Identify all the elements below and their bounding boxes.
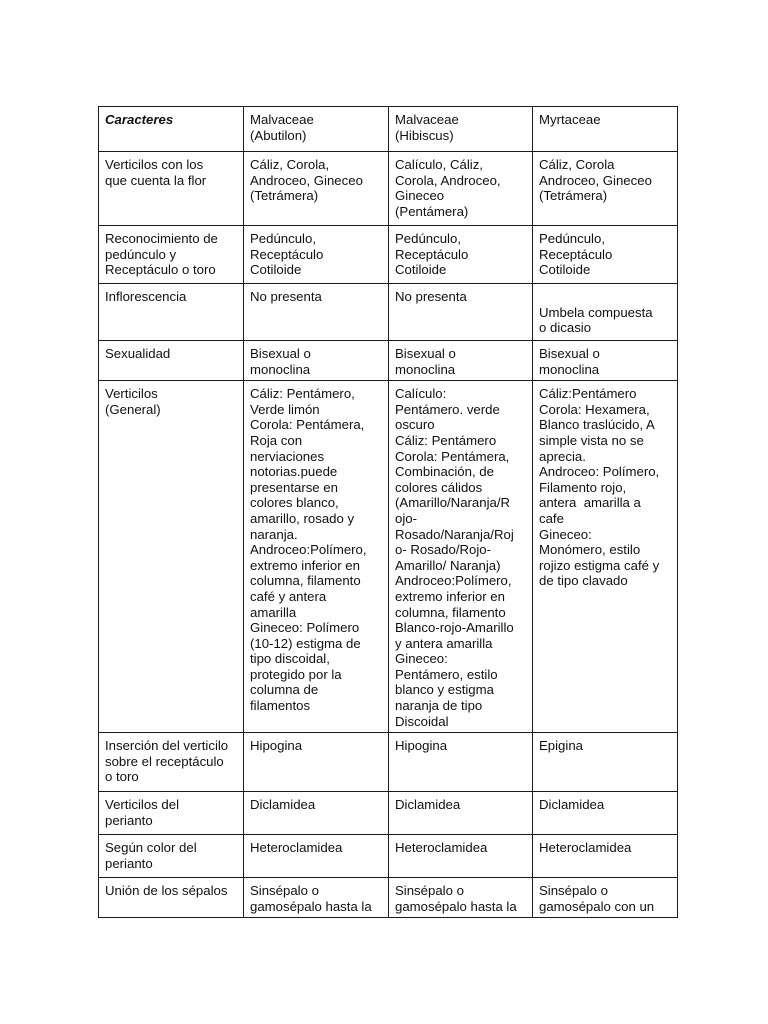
myrtaceae-cell [533, 226, 678, 284]
abutilon-value: Cáliz: Pentámero, Verde limón Corola: Pentámera, Roja con nerviaciones notorias.puede presentarse en colores blanco, amarillo, rosado y naranja. Androceo:Polímero, extremo inferior en columna, filamento café y antera amarilla Gineceo: Polímero (10-12) estigma de tipo discoidal, protegido por la columna de filamentos [250, 386, 367, 714]
abutilon-value: Cáliz, Corola, Androceo, Gineceo (Tetrámera) [250, 157, 363, 204]
myrtaceae-value: Diclamidea [539, 797, 605, 813]
header-cell-caracteres [99, 107, 244, 152]
hibiscus-value: Pedúnculo, Receptáculo Cotiloide [395, 231, 469, 278]
row-label: Reconocimiento de pedúnculo y Receptáculo o toro [105, 231, 218, 278]
abutilon-cell [244, 835, 389, 878]
myrtaceae-value: Pedúnculo, Receptáculo Cotiloide [539, 231, 613, 278]
row-label-cell [99, 284, 244, 341]
myrtaceae-cell [533, 341, 678, 381]
hibiscus-cell [389, 792, 533, 835]
hibiscus-cell [389, 341, 533, 381]
abutilon-cell [244, 792, 389, 835]
abutilon-value: Heteroclamidea [250, 840, 343, 856]
header-cell-myrtaceae [533, 107, 678, 152]
table-row [99, 152, 678, 226]
myrtaceae-cell [533, 284, 678, 341]
abutilon-value: Diclamidea [250, 797, 316, 813]
row-label-cell [99, 152, 244, 226]
myrtaceae-cell [533, 835, 678, 878]
hibiscus-cell [389, 152, 533, 226]
header-abutilon-text: Malvaceae (Abutilon) [250, 112, 314, 143]
abutilon-value: Pedúnculo, Receptáculo Cotiloide [250, 231, 324, 278]
hibiscus-cell [389, 226, 533, 284]
hibiscus-cell [389, 284, 533, 341]
table-row [99, 284, 678, 341]
abutilon-value: Hipogina [250, 738, 303, 754]
row-label-cell [99, 835, 244, 878]
row-label-cell [99, 381, 244, 733]
row-label-cell [99, 878, 244, 918]
abutilon-cell [244, 878, 389, 918]
hibiscus-value: Bisexual o monoclina [395, 346, 456, 377]
hibiscus-cell [389, 733, 533, 792]
myrtaceae-cell [533, 792, 678, 835]
header-myrtaceae-text: Myrtaceae [539, 112, 601, 127]
abutilon-value: Sinsépalo o gamosépalo hasta la [250, 883, 372, 914]
myrtaceae-cell [533, 381, 678, 733]
myrtaceae-value: Cáliz:Pentámero Corola: Hexamera, Blanco traslúcido, A simple vista no se aprecia. Androceo: Polímero, Filamento rojo, antera amarilla a cafe Gineceo: Monómero, estilo rojizo estigma café y de tipo clavado [539, 386, 660, 589]
abutilon-cell [244, 226, 389, 284]
row-label: Sexualidad [105, 346, 171, 361]
myrtaceae-value: Cáliz, Corola Androceo, Gineceo (Tetrámera) [539, 157, 652, 204]
table-row [99, 381, 678, 733]
hibiscus-value: Calículo, Cáliz, Corola, Androceo, Gineceo (Pentámera) [395, 157, 501, 219]
table-row [99, 878, 678, 918]
cell-spacer [539, 289, 671, 305]
hibiscus-cell [389, 878, 533, 918]
hibiscus-value: Diclamidea [395, 797, 461, 813]
table-header-row [99, 107, 678, 152]
myrtaceae-cell [533, 878, 678, 918]
myrtaceae-value: Epigina [539, 738, 583, 754]
header-cell-hibiscus [389, 107, 533, 152]
abutilon-cell [244, 284, 389, 341]
hibiscus-cell [389, 381, 533, 733]
myrtaceae-cell [533, 733, 678, 792]
hibiscus-value: Hipogina [395, 738, 448, 754]
myrtaceae-value: Bisexual o monoclina [539, 346, 600, 377]
row-label-cell [99, 733, 244, 792]
abutilon-cell [244, 733, 389, 792]
header-cell-abutilon [244, 107, 389, 152]
header-caracteres-text: Caracteres [105, 112, 174, 127]
row-label-cell [99, 226, 244, 284]
abutilon-cell [244, 381, 389, 733]
abutilon-value: No presenta [250, 289, 322, 304]
row-label: Verticilos (General) [105, 386, 161, 417]
myrtaceae-value: Heteroclamidea [539, 840, 632, 856]
characters-table [98, 106, 678, 918]
table-row [99, 226, 678, 284]
table-row [99, 341, 678, 381]
row-label: Unión de los sépalos [105, 883, 228, 899]
row-label: Inflorescencia [105, 289, 187, 304]
hibiscus-cell [389, 835, 533, 878]
abutilon-cell [244, 152, 389, 226]
abutilon-value: Bisexual o monoclina [250, 346, 311, 377]
table-row [99, 733, 678, 792]
hibiscus-value: Heteroclamidea [395, 840, 488, 856]
myrtaceae-cell [533, 152, 678, 226]
myrtaceae-value: Umbela compuesta o dicasio [539, 304, 653, 336]
row-label: Verticilos del perianto [105, 797, 180, 828]
hibiscus-value: Sinsépalo o gamosépalo hasta la [395, 883, 517, 914]
row-label: Verticilos con los que cuenta la flor [105, 157, 207, 188]
myrtaceae-value: Sinsépalo o gamosépalo con un [539, 883, 655, 914]
hibiscus-value: Calículo: Pentámero. verde oscuro Cáliz: Pentámero Corola: Pentámera, Combinación, de colores cálidos (Amarillo/Naranja/R ojo- Rosado/Naranja/Roj o- Rosado/Rojo- Amarillo/ Naranja) Androceo:Polímero, extremo inferior en columna, filamento Blanco-rojo-Amarillo y antera amarilla Gineceo: Pentámero, estilo blanco y estigma naranja de tipo Discoidal [395, 386, 514, 729]
abutilon-cell [244, 341, 389, 381]
row-label-cell [99, 792, 244, 835]
hibiscus-value: No presenta [395, 289, 467, 304]
row-label-cell [99, 341, 244, 381]
header-hibiscus-text: Malvaceae (Hibiscus) [395, 112, 459, 143]
table-row [99, 835, 678, 878]
table-row [99, 792, 678, 835]
row-label: Inserción del verticilo sobre el receptáculo o toro [105, 738, 229, 785]
row-label: Según color del perianto [105, 840, 197, 871]
